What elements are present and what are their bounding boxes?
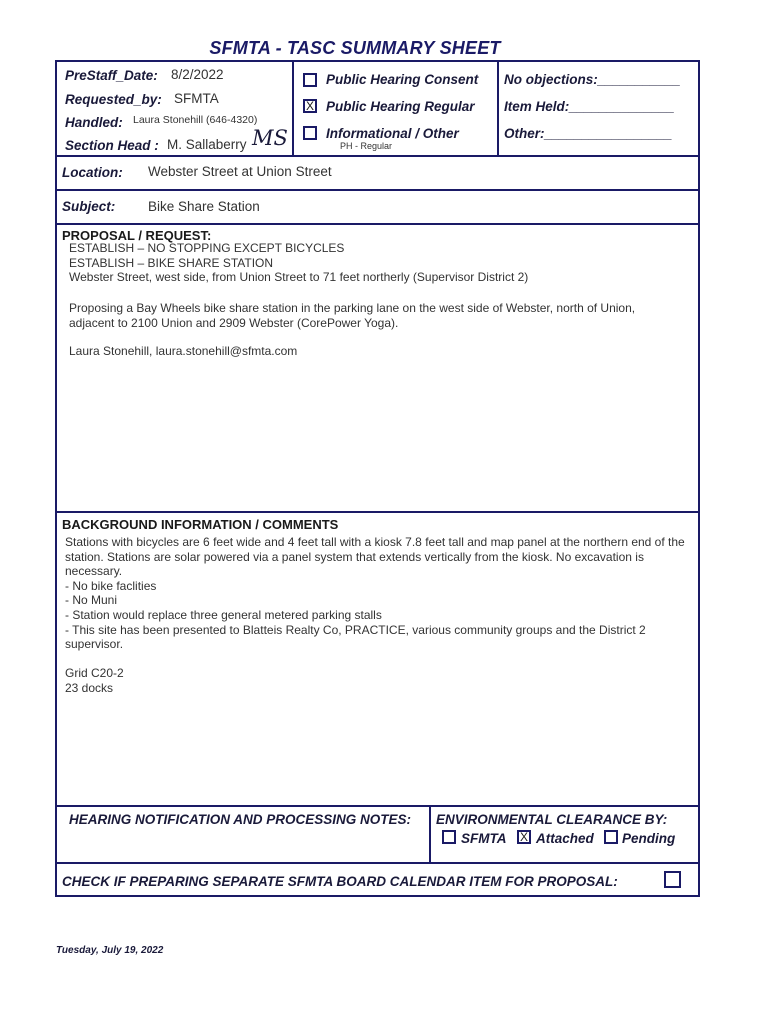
- proposal-paragraph: Proposing a Bay Wheels bike share station in the parking lane on the west side of Webster, north of Union, adjacent to 2100 Union and 2909 Webster (CorePower Yoga).: [69, 301, 639, 330]
- prestaff-date-label: PreStaff_Date:: [65, 68, 158, 83]
- header-divider-1: [292, 60, 294, 157]
- footer-date: Tuesday, July 19, 2022: [56, 945, 164, 956]
- location-value: Webster Street at Union Street: [148, 164, 332, 179]
- board-calendar-checkbox[interactable]: [664, 871, 681, 888]
- attached-checkbox[interactable]: X: [517, 830, 531, 844]
- public-hearing-consent-checkbox[interactable]: [303, 73, 317, 87]
- requested-by-value: SFMTA: [174, 91, 219, 106]
- attached-label: Attached: [536, 831, 594, 846]
- sfmta-label: SFMTA: [461, 831, 507, 846]
- informational-other-checkbox[interactable]: [303, 126, 317, 140]
- public-hearing-consent-label: Public Hearing Consent: [326, 72, 479, 87]
- signature: MS: [252, 126, 288, 150]
- page-title: SFMTA - TASC SUMMARY SHEET: [209, 38, 501, 58]
- background-text: Stations with bicycles are 6 feet wide and 4 feet tall with a kiosk 7.8 feet tall and map panel at the northern end of the station. Stations are solar powered via a panel system that extends vertically from the kiosk. No excavation is necessary. - No bike faclities - No Muni - Station would replace three general metered parking stalls - This site has been presented to Blatteis Realty Co, PRACTICE, various community groups and the District 2 supervisor. Grid C20-2 23 docks: [65, 535, 685, 695]
- informational-other-label: Informational / Other: [326, 126, 459, 141]
- subject-value: Bike Share Station: [148, 199, 260, 214]
- pending-label: Pending: [622, 831, 676, 846]
- item-held-field: Item Held:______________: [504, 99, 675, 114]
- header-divider-2: [497, 60, 499, 157]
- board-calendar-label: CHECK IF PREPARING SEPARATE SFMTA BOARD CALENDAR ITEM FOR PROPOSAL:: [62, 874, 618, 889]
- proposal-contact: Laura Stonehill, laura.stonehill@sfmta.com: [69, 344, 298, 358]
- proposal-heading: PROPOSAL / REQUEST:: [62, 228, 212, 243]
- subject-label: Subject:: [62, 199, 116, 214]
- proposal-line-2: ESTABLISH – BIKE SHARE STATION: [69, 256, 274, 270]
- hearing-notes-label: HEARING NOTIFICATION AND PROCESSING NOTES:: [69, 812, 412, 827]
- environmental-clearance-label: ENVIRONMENTAL CLEARANCE BY:: [436, 812, 668, 827]
- sfmta-checkbox[interactable]: [442, 830, 456, 844]
- location-label: Location:: [62, 165, 123, 180]
- section-head-label: Section Head :: [65, 138, 159, 153]
- public-hearing-regular-checkbox[interactable]: X: [303, 99, 317, 113]
- section-head-value: M. Sallaberry: [167, 137, 247, 152]
- other-field: Other:_________________: [504, 126, 673, 141]
- proposal-line-1: ESTABLISH – NO STOPPING EXCEPT BICYCLES: [69, 241, 345, 255]
- prestaff-date-value: 8/2/2022: [171, 67, 224, 82]
- handled-label: Handled:: [65, 115, 123, 130]
- public-hearing-regular-label: Public Hearing Regular: [326, 99, 475, 114]
- background-heading: BACKGROUND INFORMATION / COMMENTS: [62, 517, 339, 532]
- no-objections-field: No objections:___________: [504, 72, 681, 87]
- ph-note: PH - Regular: [340, 141, 393, 151]
- proposal-line-3: Webster Street, west side, from Union Street to 71 feet northerly (Supervisor District 2): [69, 270, 529, 284]
- handled-value: Laura Stonehill (646-4320): [133, 114, 258, 126]
- requested-by-label: Requested_by:: [65, 92, 162, 107]
- pending-checkbox[interactable]: [604, 830, 618, 844]
